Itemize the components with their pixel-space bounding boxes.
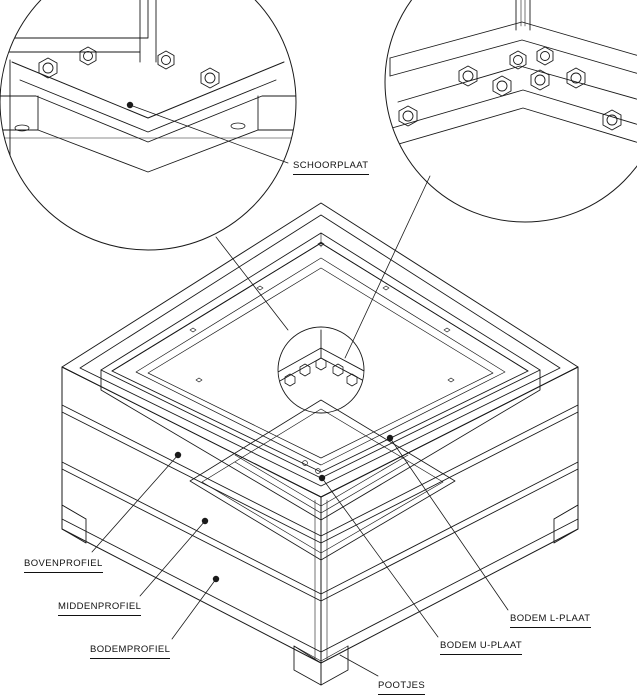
- label-bodem-u-plaat: BODEM U-PLAAT: [440, 640, 522, 655]
- label-middenprofiel: MIDDENPROFIEL: [58, 601, 141, 616]
- label-bodemprofiel: BODEMPROFIEL: [90, 644, 170, 659]
- detail-circle-schoorplaat: [0, 0, 300, 250]
- label-pootjes: POOTJES: [378, 680, 425, 695]
- detail-circle-hoekverbinding: [345, 0, 637, 358]
- label-schoorplaat: SCHOORPLAAT: [293, 160, 369, 175]
- label-bodem-l-plaat: BODEM L-PLAAT: [510, 613, 591, 628]
- label-bovenprofiel: BOVENPROFIEL: [24, 558, 103, 573]
